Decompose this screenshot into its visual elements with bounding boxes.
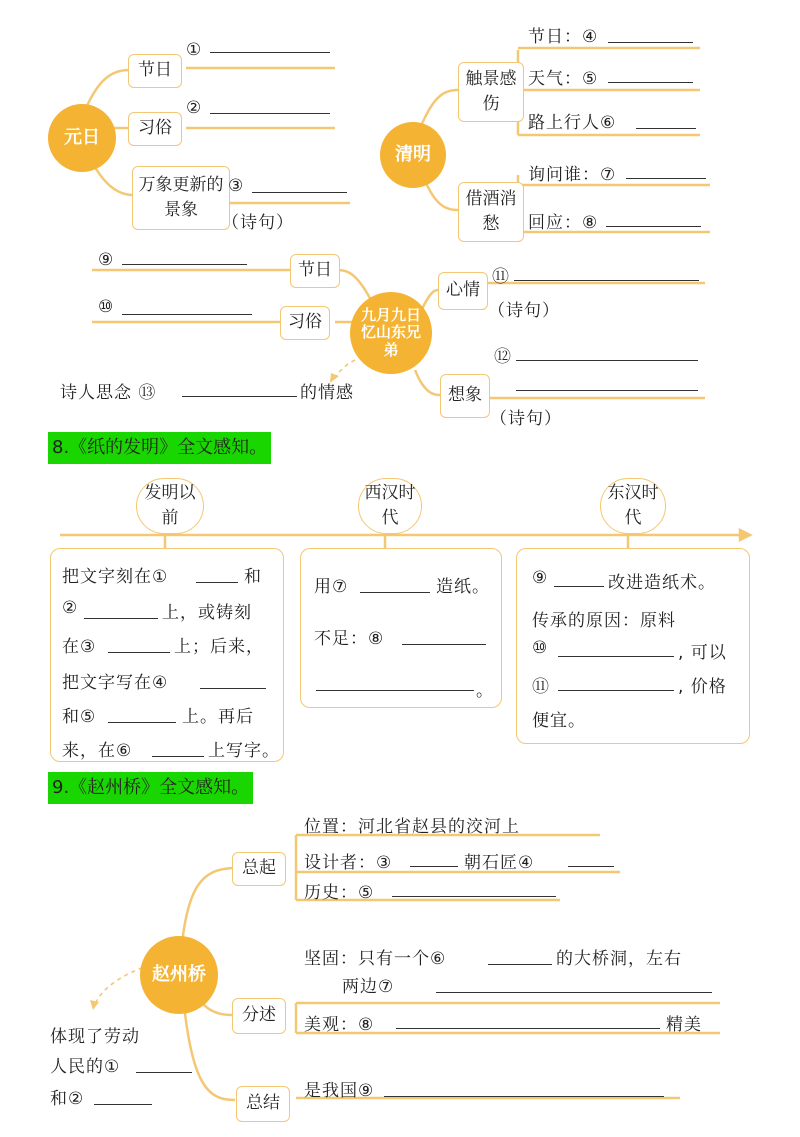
qm-weather: 天气：⑤ — [528, 69, 599, 89]
underline — [608, 42, 693, 43]
underline — [392, 896, 556, 897]
think-end: 的情感 — [300, 383, 354, 403]
underline — [252, 192, 347, 193]
blank-11: ⑪ — [492, 267, 510, 287]
underline — [200, 688, 266, 689]
branch-festival: 节日 — [128, 54, 182, 88]
branch-scenery: 触景感伤 — [458, 62, 524, 122]
branch-intro: 总起 — [232, 852, 286, 886]
underline — [608, 82, 693, 83]
branch-scene: 万象更新的景象 — [132, 166, 230, 230]
p1-line2a: ② — [62, 598, 79, 618]
zz-history: 历史：⑤ — [304, 883, 375, 903]
p2-line3: 。 — [476, 681, 494, 701]
p3-line2: 传承的原因：原料 — [532, 611, 676, 631]
p1-line1a: 把文字刻在① — [62, 567, 169, 587]
underline — [122, 314, 252, 315]
branch-wine: 借酒消愁 — [458, 182, 524, 242]
underline — [384, 1096, 664, 1097]
blank-2: ② — [186, 98, 203, 118]
p3-line1b: 改进造纸术。 — [608, 573, 716, 593]
underline — [396, 1028, 660, 1029]
underline — [606, 226, 701, 227]
underline — [516, 390, 698, 391]
underline — [316, 690, 474, 691]
underline — [84, 618, 158, 619]
underline — [402, 644, 486, 645]
underline — [360, 592, 430, 593]
branch-mood: 心情 — [438, 272, 488, 310]
underline — [636, 128, 696, 129]
underline — [626, 178, 706, 179]
underline — [210, 52, 330, 53]
heading-section-8: 8.《纸的发明》全文感知。 — [48, 432, 271, 464]
p1-line6b: 上写字。 — [208, 741, 280, 761]
p3-line5: 便宜。 — [532, 711, 586, 731]
think-text: 诗人思念 ⑬ — [60, 383, 157, 403]
timeline-node-before: 发明以前 — [136, 478, 204, 534]
p3-line3a: ⑩ — [532, 638, 549, 658]
zz-sturdy-b: 的大桥洞，左右 — [556, 949, 682, 969]
p2-line1a: 用⑦ — [314, 577, 349, 597]
blank-10: ⑩ — [98, 297, 115, 317]
qm-ask: 询问谁：⑦ — [528, 165, 617, 185]
branch-summary: 总结 — [236, 1086, 290, 1122]
underline — [108, 722, 176, 723]
p1-line3a: 在③ — [62, 637, 97, 657]
underline — [94, 1104, 152, 1105]
node-jiuyue: 九月九日忆山东兄弟 — [350, 292, 432, 374]
blank-12: ⑫ — [494, 347, 512, 367]
timeline-node-donghan: 东汉时代 — [600, 478, 666, 534]
underline — [516, 360, 698, 361]
p1-line5b: 上。再后 — [182, 707, 254, 727]
underline — [136, 1072, 192, 1073]
timeline-node-xihan: 西汉时代 — [358, 478, 422, 534]
node-zhaozhou: 赵州桥 — [140, 936, 218, 1014]
underline — [558, 656, 674, 657]
underline — [568, 866, 614, 867]
blank-3: ③ — [228, 176, 245, 196]
zz-left-2: 人民的① — [50, 1057, 121, 1077]
underline — [558, 690, 674, 691]
p3-line3b: , 可以 — [678, 643, 727, 663]
underline — [554, 586, 604, 587]
branch-festival-2: 节日 — [290, 254, 340, 288]
poem-note: （诗句） — [222, 213, 294, 233]
qm-pedestrian: 路上行人⑥ — [528, 113, 617, 133]
p1-line2b: 上，或铸刻 — [162, 603, 252, 623]
qm-answer: 回应：⑧ — [528, 213, 599, 233]
node-qingming: 清明 — [380, 122, 446, 188]
underline — [436, 992, 712, 993]
p3-line1a: ⑨ — [532, 568, 549, 588]
p1-line3b: 上；后来， — [174, 637, 264, 657]
zz-sturdy: 坚固：只有一个⑥ — [304, 949, 447, 969]
zz-left-3: 和② — [50, 1089, 85, 1109]
underline — [196, 582, 238, 583]
zz-designer-b: 朝石匠④ — [464, 853, 535, 873]
zz-beauty-b: 精美 — [666, 1015, 702, 1035]
branch-custom-2: 习俗 — [280, 306, 330, 340]
underline — [514, 280, 699, 281]
p1-line1b: 和 — [244, 567, 262, 587]
blank-1: ① — [186, 40, 203, 60]
heading-section-9: 9.《赵州桥》全文感知。 — [48, 772, 253, 804]
p1-line5a: 和⑤ — [62, 707, 97, 727]
underline — [182, 396, 297, 397]
poem-note-2: （诗句） — [488, 301, 560, 321]
zz-summary: 是我国⑨ — [304, 1081, 375, 1101]
p2-line1b: 造纸。 — [436, 577, 490, 597]
branch-custom: 习俗 — [128, 112, 182, 146]
poem-note-3: （诗句） — [490, 409, 562, 429]
underline — [410, 866, 458, 867]
blank-9: ⑨ — [98, 250, 115, 270]
branch-imagine: 想象 — [440, 374, 490, 418]
underline — [108, 652, 170, 653]
zz-location: 位置：河北省赵县的洨河上 — [304, 817, 520, 837]
zz-sturdy-c: 两边⑦ — [342, 977, 395, 997]
zz-beauty: 美观：⑧ — [304, 1015, 375, 1035]
underline — [122, 264, 247, 265]
zz-left-1: 体现了劳动 — [50, 1027, 140, 1047]
underline — [488, 964, 552, 965]
p3-line4b: , 价格 — [678, 677, 727, 697]
node-yuandan: 元日 — [48, 104, 116, 172]
p1-line4a: 把文字写在④ — [62, 673, 169, 693]
branch-detail: 分述 — [232, 998, 286, 1034]
underline — [152, 756, 204, 757]
qm-festival: 节日：④ — [528, 27, 599, 47]
underline — [210, 113, 330, 114]
p1-line6a: 来，在⑥ — [62, 741, 133, 761]
p2-line2a: 不足：⑧ — [314, 629, 385, 649]
p3-line4a: ⑪ — [532, 677, 550, 697]
zz-designer: 设计者：③ — [304, 853, 393, 873]
